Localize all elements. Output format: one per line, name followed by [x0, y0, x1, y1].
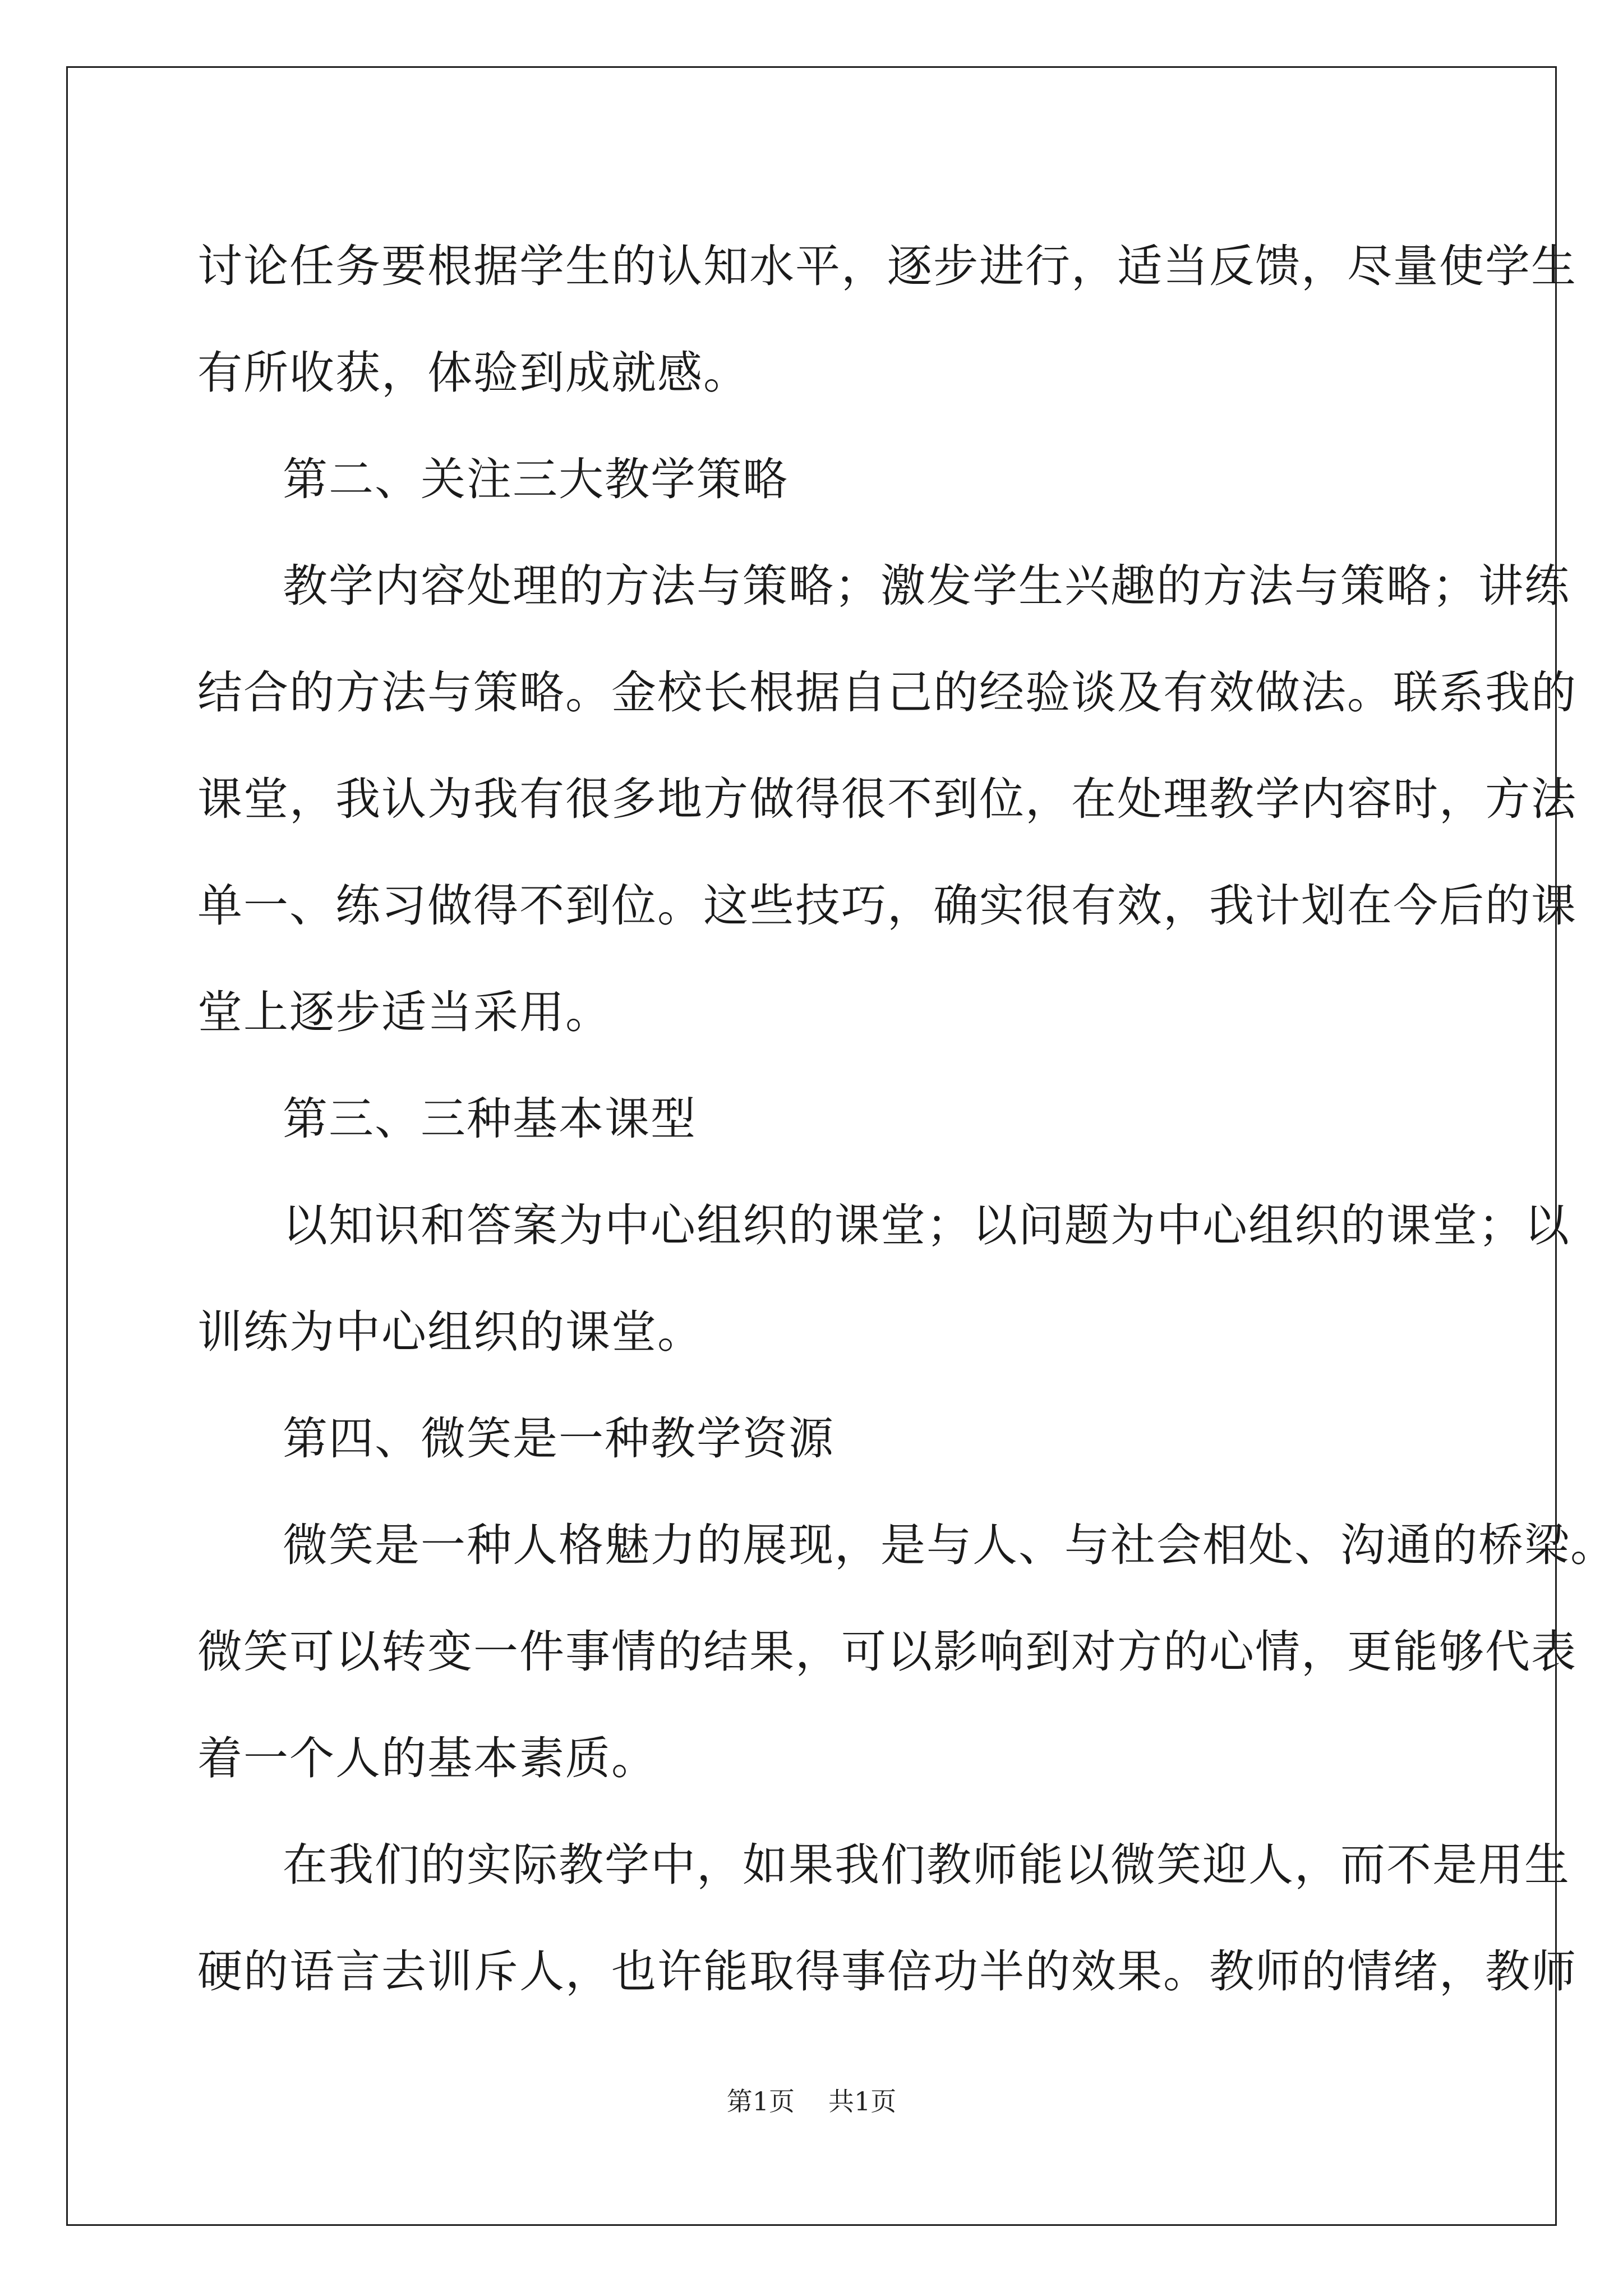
text-line: 教学内容处理的方法与策略；激发学生兴趣的方法与策略；讲练: [283, 560, 1570, 612]
document-body: [197, 213, 1616, 2025]
text-line: 课堂，我认为我有很多地方做得很不到位，在处理教学内容时，方法: [197, 773, 1577, 825]
text-line: 硬的语言去训斥人，也许能取得事倍功半的效果。教师的情绪，教师: [197, 1945, 1577, 1998]
text-line: 堂上逐步适当采用。: [197, 986, 611, 1038]
text-line: 微笑可以转变一件事情的结果，可以影响到对方的心情，更能够代表: [197, 1626, 1577, 1678]
page-number: 第1页: [726, 2086, 795, 2116]
text-line: 微笑是一种人格魅力的展现，是与人、与社会相处、沟通的桥梁。: [283, 1519, 1616, 1571]
page-total: 共1页: [828, 2086, 897, 2116]
page-footer: [0, 2085, 1623, 2118]
text-line: 着一个人的基本素质。: [197, 1732, 657, 1784]
text-line: 在我们的实际教学中，如果我们教师能以微笑迎人，而不是用生: [283, 1839, 1570, 1891]
section-heading: 第四、微笑是一种教学资源: [283, 1412, 834, 1465]
text-line: 单一、练习做得不到位。这些技巧，确实很有效，我计划在今后的课: [197, 880, 1577, 932]
text-line: 以知识和答案为中心组织的课堂；以问题为中心组织的课堂；以: [283, 1199, 1570, 1251]
section-heading: 第二、关注三大教学策略: [283, 453, 789, 505]
text-line: 训练为中心组织的课堂。: [197, 1306, 703, 1358]
text-line: 有所收获，体验到成就感。: [197, 347, 749, 399]
text-line: 结合的方法与策略。金校长根据自己的经验谈及有效做法。联系我的: [197, 666, 1577, 719]
section-heading: 第三、三种基本课型: [283, 1093, 697, 1145]
text-line: 讨论任务要根据学生的认知水平，逐步进行，适当反馈，尽量使学生: [197, 240, 1577, 292]
